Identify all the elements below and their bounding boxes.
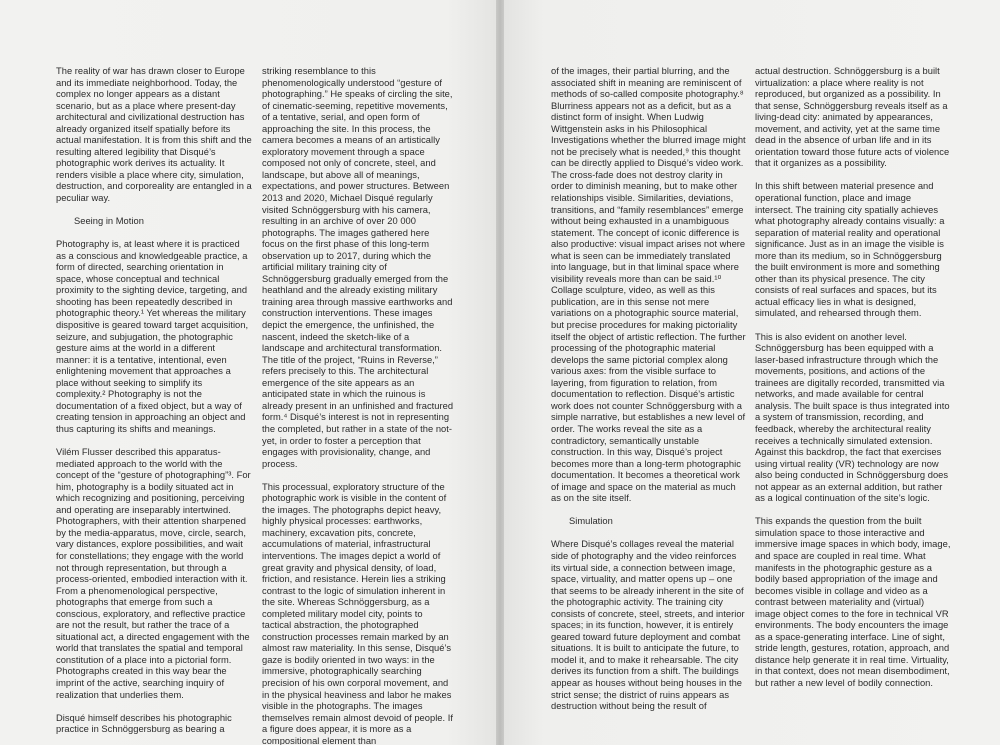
paragraph: Photography is, at least where it is practiced as a conscious and knowledgeable practice, a form of directed, searching orientation in space, whose conceptual and technical proximity to the sighting device, targeting, and shooting has been repeatedly described in photographic theory.¹ Yet whereas the military dispositive is geared toward target acquisition, seizure, and subjugation, the photographic gesture aims at the world in a different manner: it is a tentative, intentional, even enlightening movement that approaches a place without seeking to simplify its complexity.² Photography is not the documentation of a fixed object, but a way of creating tension in approaching an object and thus capturing its shifts and meanings. bbox=[56, 239, 249, 434]
section-heading-simulation: Simulation bbox=[569, 516, 613, 527]
paragraph: Disqué himself describes his photographic practice in Schnöggersburg as bearing a bbox=[56, 712, 232, 735]
right-page bbox=[504, 0, 1000, 745]
right-page-column-2 bbox=[755, 66, 951, 690]
left-page-column-2 bbox=[262, 66, 454, 745]
paragraph: striking resemblance to this phenomenologically understood “gesture of photographing.” He speaks of circling the site, of cinematic-seeming, repetitive movements, of a tentative, serial, and open form of approaching the site. In this process, the camera becomes a means of an artistically exploratory movement through a space composed not only of concrete, steel, and landscape, but above all of meanings, expectations, and power structures. Between 2013 and 2020, Michael Disqué regularly visited Schnöggersburg with his camera, resulting in an archive of over 20 000 photographs. The images gathered here focus on the first phase of this long-term observation up to 2017, during which the artificial military training city of Schnöggersburg gradually emerged from the heathland and the already existing military training area through massive earthworks and construction interventions. These images depict the emergence, the unfinished, the nascent, indeed the sketch-like of a landscape and architectural transformation. The title of the project, “Ruins in Reverse,” refers precisely to this. The architectural emergence of the site appears as an anticipated state in which the ruinous is already present in an unfinished and fractured form.⁴ Disqué’s interest is not in representing the completed, but rather in a state of the not-yet, in order to foster a perception that engages with provisionality, change, and process. bbox=[262, 66, 454, 469]
left-page bbox=[0, 0, 496, 745]
paragraph: actual destruction. Schnöggersburg is a built virtualization: a place where reality is not reproduced, but organized as a possibility. In that sense, Schnöggersburg reveals itself as a living-dead city: animated by appearances, movement, and activity, yet at the same time dead in the absence of urban life and in its orientation toward those future acts of violence that it organizes as a possibility. bbox=[755, 66, 950, 169]
paragraph: This expands the question from the built simulation space to those interactive and immersive image spaces in which body, image, and space are coupled in real time. What manifests in the photographic gesture as a bodily based appropriation of the image and becomes visible in collage and video as a contrast between materiality and (virtual) image object comes to the fore in technical VR environments. The body encounters the image as a space-generating interface. Line of sight, stride length, gestures, rotation, approach, and distance help generate it in real time. Virtuality, in that context, does not mean disembodiment, but rather a new level of bodily connection. bbox=[755, 516, 951, 688]
paragraph: The reality of war has drawn closer to Europe and its immediate neighborhood. Today, the complex no longer appears as a distant scenario, but as a place where present-day architectural and civilizational destruction has already organized itself spatially before its actual manifestation. It is from this shift and the resulting altered legibility that Disqué’s photographic work derives its actuality. It renders visible a place where city, simulation, destruction, and corporeality are entangled in a peculiar way. bbox=[56, 66, 252, 204]
paragraph: In this shift between material presence and operational function, place and image intersect. The training city spatially achieves what photography already contains visually: a separation of material reality and operational significance. Just as in an image the visible is more than its medium, so in Schnöggersburg the built environment is more and something other than its physical presence. The city consists of real surfaces and spaces, but its actual efficacy lies in what is designed, simulated, and rehearsed through them. bbox=[755, 181, 945, 319]
right-page-column-1 bbox=[551, 66, 747, 713]
paragraph: Vilém Flusser described this apparatus-mediated approach to the world with the concept of the “gesture of photographing”³. For him, photography is a bodily situated act in which recognizing and positioning, perceiving and operating are inseparably intertwined. Photographers, with their attention sharpened by the media-apparatus, move, circle, search, vary distances, explore possibilities, and wait for constellations; they engage with the world not through representation, but through a process-oriented, embodied interaction with it. From a phenomenological perspective, photographs that emerge from such a conscious, exploratory, and reflective practice are not the result, but rather the trace of a situational act, a directed engagement with the world that translates the spatial and temporal constitution of a place into a pictorial form. Photographs created in this way bear the imprint of the active, searching inquiry of realization that underlies them. bbox=[56, 447, 251, 700]
paragraph: This is also evident on another level. Schnöggersburg has been equipped with a laser-based infrastructure through which the movements, positions, and actions of the trainees are digitally recorded, transmitted via networks, and made available for central analysis. The built space is thus integrated into a system of transmission, recording, and feedback, whereby the architectural reality receives a technically simulated extension. Against this backdrop, the fact that exercises using virtual reality (VR) technology are now also being conducted in Schnöggersburg does not appear as an external addition, but rather as a logical continuation of the site’s logic. bbox=[755, 331, 950, 504]
paragraph: of the images, their partial blurring, and the associated shift in meaning are reminiscent of methods of so-called composite photography.⁸ Blurriness appears not as a deficit, but as a distinct form of insight. When Ludwig Wittgenstein asks in his Philosophical Investigations whether the blurred image might not be precisely what is needed,⁹ this thought can be directly applied to Disqué’s video work. The cross-fade does not destroy clarity in order to diminish meaning, but to make other relationships visible. Similarities, deviations, transitions, and “family resemblances” emerge without being exhausted in a unambiguous statement. The concept of iconic difference is also productive: visual impact arises not where what is seen can be immediately translated into language, but in that liminal space where visibility reveals more than can be said.¹⁰ Collage sculpture, video, as well as this publication, are in this sense not mere variations on a photographic source material, but precise procedures for making pictoriality itself the object of artistic reflection. The further processing of the photographic material develops the same pictorial complex along various axes: from the visible surface to layering, from figuration to relation, from documentation to reflection. Disqué’s artistic work does not counter Schnöggersburg with a simple narrative, but establishes a new level of order. The works reveal the site as a contradictory, semantically unstable construction. In this way, Disqué’s project becomes more than a long-term photographic documentation. It becomes a theoretical work of image and space on the material as much as on the site itself. bbox=[551, 66, 746, 504]
book-gutter bbox=[496, 0, 504, 745]
paragraph: This processual, exploratory structure of the photographic work is visible in the content of the images. The photographs depict heavy, highly physical processes: earthworks, machinery, excavation pits, concrete, accumulations of material, infrastructural interventions. The images depict a world of great gravity and physical density, of load, friction, and resistance. Herein lies a striking contrast to the logic of simulation inherent in the site. Whereas Schnöggersburg, as a completed military model city, points to tactical abstraction, the photographed construction processes remain marked by an almost raw materiality. In this sense, Disqué’s gaze is bodily oriented in two ways: in the immersive, photographically searching precision of his own corporal movement, and in the physical heaviness and labor he makes visible in the photographs. The images themselves remain almost devoid of people. If a figure does appear, it is more as a compositional element than bbox=[262, 481, 453, 745]
paragraph: Where Disqué’s collages reveal the material side of photography and the video reinforces its virtual side, a connection between image, space, virtuality, and matter opens up – one that seems to be already inherent in the site of the photographic activity. The training city consists of concrete, steel, streets, and interior spaces; in its function, however, it is entirely geared toward future deployment and combat situations. It is built to anticipate the future, to model it, and to make it rehearsable. The city derives its function from a shift. The buildings appear as houses without being houses in the strict sense; the district of ruins appears as destruction without being the result of bbox=[551, 539, 745, 712]
left-page-column-1 bbox=[56, 66, 252, 736]
section-heading-seeing-in-motion: Seeing in Motion bbox=[74, 216, 144, 227]
